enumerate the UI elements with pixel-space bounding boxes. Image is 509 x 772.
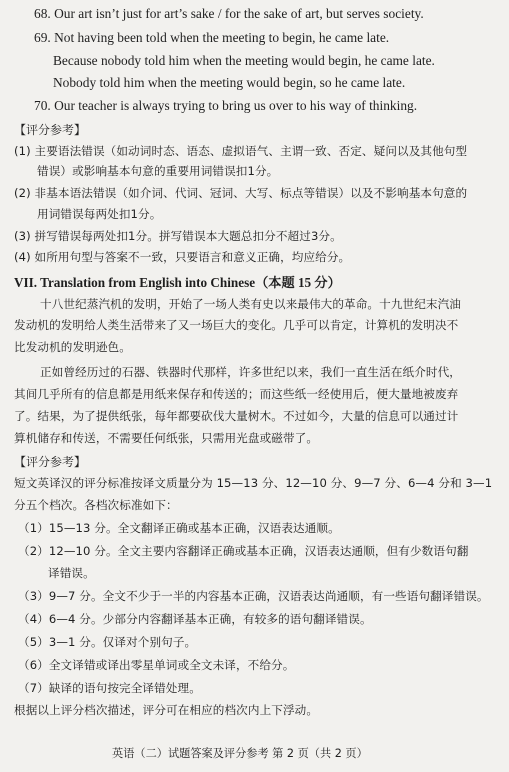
scoring-level: （2）12—10 分。全文主要内容翻译正确或基本正确，汉语表达通顺，但有少数语句翻 <box>18 544 469 558</box>
passage-line: 了。结果，为了提供纸张，每年都要砍伐大量树木。不过如今，大量的信息可以通过计 <box>14 409 459 423</box>
answer-70: 70. Our teacher is always trying to bring us over to his way of thinking. <box>34 98 418 113</box>
scoring-item: (1) 主要语法错误（如动词时态、语态、虚拟语气、主谓一致、否定、疑问以及其他句型 <box>14 144 468 158</box>
passage-line: 十八世纪蒸汽机的发明，开始了一场人类有史以来最伟大的革命。十九世纪末汽油 <box>40 297 461 311</box>
scoring-level: （1）15—13 分。全文翻译正确或基本正确，汉语表达通顺。 <box>18 521 340 535</box>
scoring-level: 译错误。 <box>48 566 95 580</box>
scoring-item: (3) 拼写错误每两处扣1分。拼写错误本大题总扣分不超过3分。 <box>14 229 342 243</box>
scoring-level: （7）缺译的语句按完全译错处理。 <box>18 681 201 695</box>
scoring-closing: 根据以上评分档次描述，评分可在相应的档次内上下浮动。 <box>14 703 319 717</box>
scoring-intro: 分五个档次。各档次标准如下： <box>14 498 178 512</box>
scoring-heading-1: 【评分参考】 <box>14 123 87 137</box>
scoring-item: 用词错误每两处扣1分。 <box>37 207 162 221</box>
passage-line: 其间几乎所有的信息都是用纸来保存和传送的；而这些纸一经使用后，便大量地被废弃 <box>14 387 459 401</box>
scoring-heading-2: 【评分参考】 <box>14 455 87 469</box>
scoring-level: （5）3—1 分。仅译对个别句子。 <box>18 635 197 649</box>
answer-69-line-1: 69. Not having been told when the meeting to begin, he came late. <box>34 30 390 45</box>
scoring-item: 错误）或影响基本句意的重要用词错误扣1分。 <box>37 164 279 178</box>
answer-69-line-3: Nobody told him when the meeting would begin, so he came late. <box>53 75 406 90</box>
passage-line: 正如曾经历过的石器、铁器时代那样，许多世纪以来，我们一直生活在纸介时代， <box>40 365 461 379</box>
scoring-item: (2) 非基本语法错误（如介词、代词、冠词、大写、标点等错误）以及不影响基本句意的 <box>14 186 468 200</box>
passage-line: 发动机的发明给人类生活带来了又一场巨大的变化。几乎可以肯定，计算机的发明决不 <box>14 318 459 332</box>
scoring-level: （4）6—4 分。少部分内容翻译基本正确，有较多的语句翻译错误。 <box>18 612 372 626</box>
answer-69-line-2: Because nobody told him when the meeting would begin, he came late. <box>53 53 435 68</box>
section-title: VII. Translation from English into Chinese（本题 15 分） <box>14 275 341 290</box>
passage-line: 算机储存和传送，不需要任何纸张，只需用光盘或磁带了。 <box>14 431 319 445</box>
scoring-level: （3）9—7 分。全文不少于一半的内容基本正确，汉语表达尚通顺，有一些语句翻译错误。 <box>18 589 489 603</box>
passage-line: 比发动机的发明逊色。 <box>14 340 131 354</box>
scoring-level: （6）全文译错或译出零星单词或全文未译，不给分。 <box>18 658 295 672</box>
page-footer: 英语（二）试题答案及评分参考 第 2 页（共 2 页） <box>112 747 368 760</box>
scoring-intro: 短文英译汉的评分标准按译文质量分为 15—13 分、12—10 分、9—7 分、6—4 分和 3—1 <box>14 476 493 490</box>
scoring-item: (4) 如所用句型与答案不一致，只要语言和意义正确，均应给分。 <box>14 250 351 264</box>
answer-68: 68. Our art isn’t just for art’s sake / for the sake of art, but serves society. <box>34 6 424 21</box>
